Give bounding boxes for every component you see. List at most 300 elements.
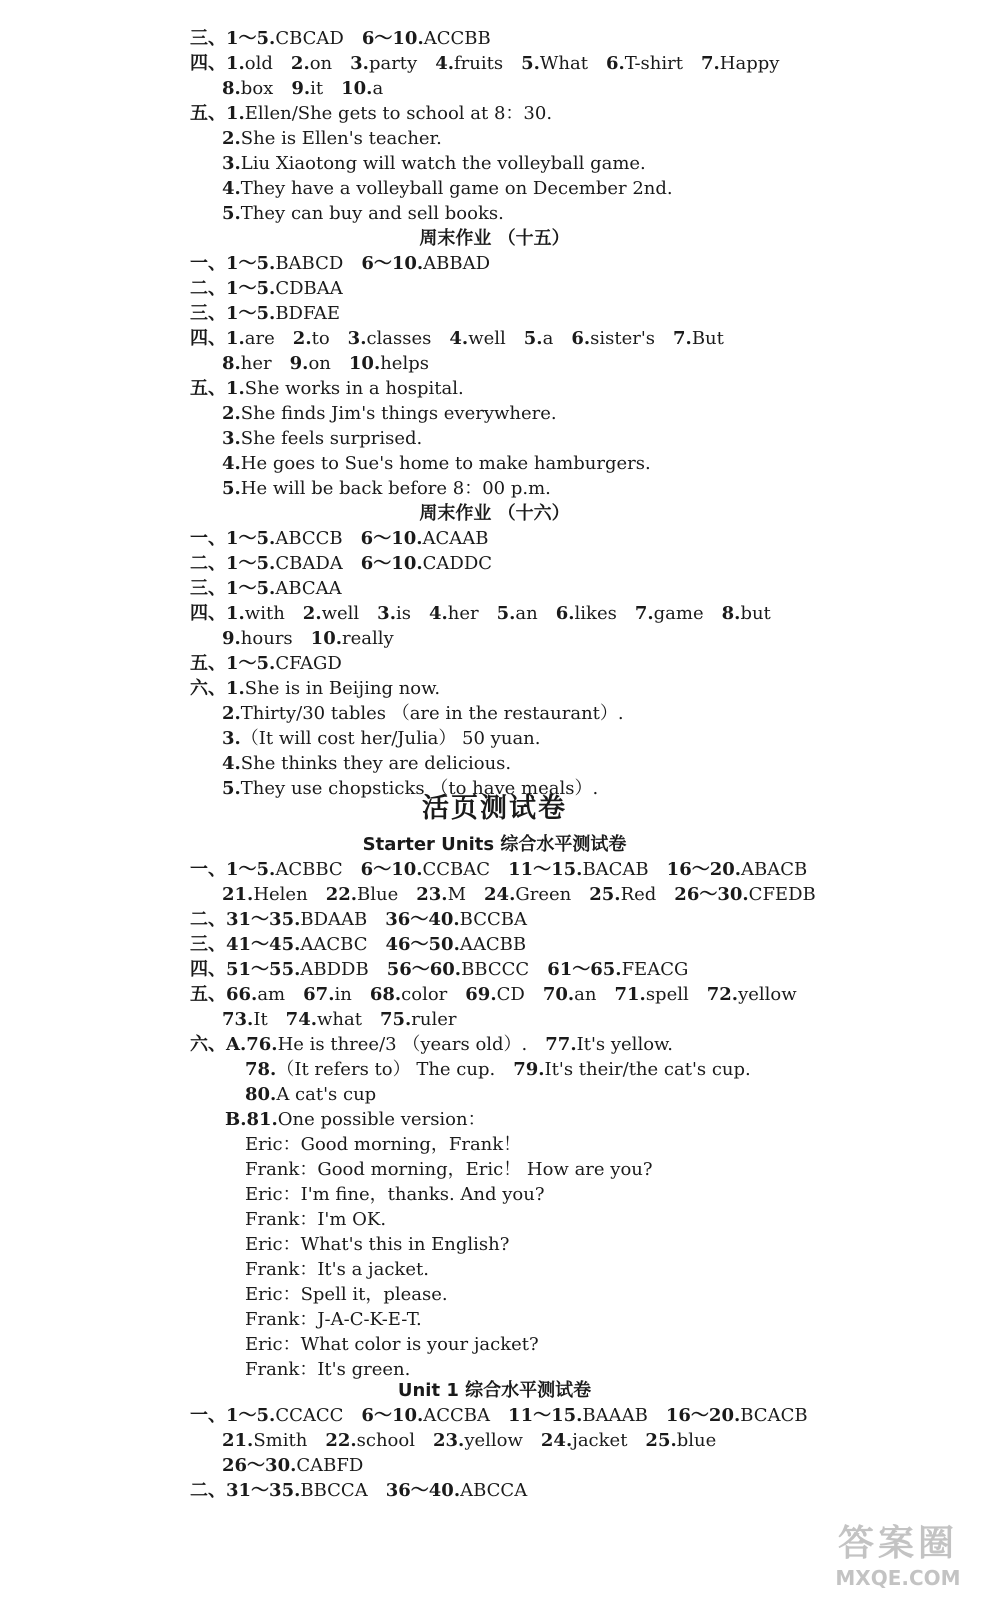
item-answer: are — [244, 328, 275, 349]
item-answer: ACCBA — [423, 1405, 491, 1426]
item-answer: He is three/3 （years old）. — [277, 1034, 528, 1055]
answer-item — [222, 351, 272, 376]
answer-item — [449, 326, 505, 351]
answer-item — [701, 51, 779, 76]
answer-item — [722, 601, 771, 626]
item-answer: CBADA — [275, 553, 343, 574]
answer-item — [326, 882, 399, 907]
item-number: 71. — [614, 984, 646, 1005]
answer-line — [222, 626, 394, 651]
item-answer: well — [468, 328, 506, 349]
item-number: 2. — [222, 703, 241, 724]
item-number: 二、31～35. — [190, 909, 301, 930]
item-number: 6～10. — [361, 1405, 424, 1426]
answer-line — [222, 1453, 363, 1478]
item-answer: well — [321, 603, 360, 624]
item-number: 5. — [496, 603, 516, 624]
answer-line — [222, 126, 442, 151]
item-answer: It — [253, 1009, 268, 1030]
item-answer: FEACG — [621, 959, 689, 980]
item-answer: what — [317, 1009, 362, 1030]
item-number: 56～60. — [386, 959, 462, 980]
item-answer: really — [342, 628, 394, 649]
item-answer: CABFD — [296, 1455, 364, 1476]
item-answer: CCBAC — [422, 859, 491, 880]
item-answer: CBCAD — [275, 28, 344, 49]
item-answer: He goes to Sue's home to make hamburgers. — [240, 453, 651, 474]
answer-item — [245, 1282, 448, 1307]
answer-item — [190, 676, 440, 701]
item-answer: BBCCC — [461, 959, 530, 980]
item-number: 8. — [721, 603, 741, 624]
answer-item — [190, 276, 343, 301]
item-answer: am — [257, 984, 286, 1005]
item-number: 72. — [706, 984, 739, 1005]
item-number: B.81. — [225, 1109, 278, 1130]
answer-item — [707, 982, 797, 1007]
item-answer: Frank：It's green. — [245, 1359, 411, 1380]
answer-item — [245, 1232, 509, 1257]
answer-item — [190, 326, 275, 351]
answer-item — [222, 751, 511, 776]
answer-item — [674, 882, 815, 907]
answer-item — [350, 51, 417, 76]
item-number: 78. — [245, 1059, 277, 1080]
item-answer: AACBB — [459, 934, 527, 955]
answer-item — [303, 601, 359, 626]
answer-item — [222, 401, 557, 426]
answer-item — [589, 882, 656, 907]
answer-item — [245, 1082, 376, 1107]
item-number: 一、1～5. — [190, 1405, 276, 1426]
answer-item — [190, 957, 369, 982]
item-number: 4. — [222, 178, 241, 199]
answer-item — [361, 1403, 490, 1428]
item-number: 26～30. — [222, 1455, 297, 1476]
answer-item — [387, 957, 529, 982]
answer-item — [190, 1032, 527, 1057]
answer-line — [190, 676, 440, 701]
item-answer: game — [653, 603, 704, 624]
item-answer: her — [240, 353, 272, 374]
answer-item — [190, 101, 552, 126]
answer-item — [291, 76, 323, 101]
item-number: 6～10. — [361, 253, 424, 274]
item-number: 2. — [292, 328, 312, 349]
answer-item — [341, 76, 383, 101]
answer-line — [245, 1282, 448, 1307]
answer-item — [190, 26, 344, 51]
answer-item — [222, 451, 651, 476]
item-number: 61～65. — [547, 959, 622, 980]
answer-line — [225, 1107, 486, 1132]
item-answer: but — [740, 603, 771, 624]
answer-line — [190, 1478, 527, 1503]
answer-item — [222, 1428, 307, 1453]
item-number: 16～20. — [665, 1405, 741, 1426]
item-number: 67. — [303, 984, 335, 1005]
item-answer: Frank：I'm OK. — [245, 1209, 387, 1230]
answer-item — [508, 857, 649, 882]
answer-item — [521, 51, 588, 76]
answer-line — [190, 1403, 808, 1428]
item-answer: They use chopsticks （to have meals）. — [240, 778, 599, 799]
item-answer: BBCCA — [300, 1480, 368, 1501]
answer-item — [435, 51, 503, 76]
item-answer: She is in Beijing now. — [244, 678, 441, 699]
answer-item — [190, 857, 343, 882]
answer-line — [245, 1157, 653, 1182]
answer-item — [614, 982, 688, 1007]
item-answer: A cat's cup — [276, 1084, 377, 1105]
section-heading: 周末作业 （十五） — [419, 228, 570, 249]
item-number: 6. — [555, 603, 575, 624]
answer-item — [222, 151, 646, 176]
item-number: 23. — [432, 1430, 465, 1451]
item-number: 五、66. — [190, 984, 258, 1005]
answer-line — [190, 982, 797, 1007]
answer-item — [348, 326, 432, 351]
item-answer: fruits — [454, 53, 504, 74]
answer-item — [545, 1032, 673, 1057]
item-answer: Ellen/She gets to school at 8：30. — [244, 103, 553, 124]
item-number: 10. — [348, 353, 381, 374]
answer-line — [190, 1032, 673, 1057]
item-number: 4. — [435, 53, 455, 74]
answer-item — [245, 1132, 521, 1157]
item-number: 6～10. — [360, 553, 423, 574]
answer-line — [190, 957, 688, 982]
answer-item — [635, 601, 704, 626]
answer-line — [190, 526, 489, 551]
item-number: 5. — [222, 778, 241, 799]
answer-item — [190, 932, 367, 957]
answer-item — [645, 1428, 716, 1453]
answer-item — [222, 882, 308, 907]
item-answer: Happy — [719, 53, 780, 74]
answer-item — [286, 1007, 362, 1032]
item-answer: ACAAB — [422, 528, 489, 549]
item-number: 24. — [540, 1430, 573, 1451]
answer-line — [222, 476, 551, 501]
answer-item — [245, 1182, 545, 1207]
answer-item — [513, 1057, 751, 1082]
answer-item — [386, 1478, 527, 1503]
answer-item — [385, 907, 527, 932]
answer-item — [325, 1428, 415, 1453]
answer-item — [222, 726, 541, 751]
item-answer: BCACB — [740, 1405, 808, 1426]
item-number: 二、1～5. — [190, 278, 276, 299]
item-number: 5. — [521, 53, 540, 74]
item-answer: yellow — [464, 1430, 523, 1451]
item-answer: It's yellow. — [576, 1034, 674, 1055]
answer-item — [433, 1428, 523, 1453]
answer-item — [190, 576, 342, 601]
answer-item — [190, 376, 464, 401]
item-answer: BCCBA — [459, 909, 527, 930]
item-number: 5. — [222, 203, 241, 224]
item-number: 三、1～5. — [190, 28, 276, 49]
answer-line — [190, 301, 340, 326]
answer-item — [291, 51, 332, 76]
item-number: 7. — [634, 603, 654, 624]
item-number: 25. — [645, 1430, 677, 1451]
answer-line — [222, 1007, 457, 1032]
item-answer: an — [515, 603, 538, 624]
answer-item — [190, 551, 343, 576]
watermark-logo — [813, 1522, 983, 1596]
item-number: 77. — [545, 1034, 577, 1055]
answer-line — [222, 751, 511, 776]
section-heading: Unit 1 综合水平测试卷 — [397, 1380, 592, 1401]
item-number: 5. — [222, 478, 241, 499]
answer-item — [222, 1007, 268, 1032]
item-number: 9. — [289, 353, 309, 374]
answer-line — [222, 176, 673, 201]
item-answer: She is Ellen's teacher. — [240, 128, 442, 149]
answer-line — [222, 201, 504, 226]
item-number: 22. — [325, 884, 358, 905]
item-answer: CFEDB — [748, 884, 816, 905]
answer-item — [222, 626, 293, 651]
item-answer: CADDC — [422, 553, 493, 574]
item-answer: likes — [574, 603, 617, 624]
item-answer: an — [574, 984, 597, 1005]
item-answer: jacket — [572, 1430, 628, 1451]
item-answer: BABCD — [275, 253, 344, 274]
item-answer: hours — [240, 628, 293, 649]
item-answer: She feels surprised. — [240, 428, 423, 449]
answer-line — [222, 151, 646, 176]
answer-item — [245, 1307, 422, 1332]
section-heading: 周末作业 （十六） — [419, 503, 570, 524]
item-answer: box — [240, 78, 274, 99]
item-number: 9. — [222, 628, 241, 649]
answer-item — [245, 1332, 539, 1357]
item-number: 三、41～45. — [190, 934, 301, 955]
answer-line — [190, 376, 464, 401]
answer-line — [190, 576, 342, 601]
item-answer: CFAGD — [275, 653, 342, 674]
answer-line — [222, 701, 624, 726]
item-answer: yellow — [738, 984, 797, 1005]
item-answer: on — [308, 353, 331, 374]
answer-item — [571, 326, 655, 351]
answer-item — [222, 176, 673, 201]
answer-item — [222, 701, 624, 726]
item-number: 10. — [310, 628, 342, 649]
item-number: 一、1～5. — [190, 253, 276, 274]
item-number: 80. — [245, 1084, 277, 1105]
item-answer: ruler — [411, 1009, 457, 1030]
item-answer: Red — [620, 884, 657, 905]
item-answer: a — [372, 78, 384, 99]
item-answer: color — [401, 984, 448, 1005]
answer-line — [245, 1182, 545, 1207]
answer-item — [190, 1478, 368, 1503]
answer-item — [370, 982, 447, 1007]
item-number: 75. — [379, 1009, 412, 1030]
answer-item — [667, 857, 808, 882]
item-number: 三、1～5. — [190, 303, 276, 324]
item-answer: One possible version： — [277, 1109, 486, 1130]
answer-line — [245, 1307, 422, 1332]
answer-line — [222, 426, 422, 451]
answer-item — [222, 76, 273, 101]
item-number: 8. — [222, 353, 241, 374]
item-number: 8. — [222, 78, 241, 99]
item-answer: to — [311, 328, 330, 349]
item-answer: ABCCA — [460, 1480, 528, 1501]
item-number: 21. — [222, 884, 254, 905]
answer-line — [245, 1257, 429, 1282]
item-answer: Frank：It's a jacket. — [245, 1259, 429, 1280]
watermark-url: MXQE.COM — [835, 1566, 961, 1590]
item-number: 四、1. — [190, 603, 245, 624]
answer-item — [222, 126, 442, 151]
item-answer: CCACC — [275, 1405, 344, 1426]
answer-item — [303, 982, 352, 1007]
item-number: 2. — [290, 53, 310, 74]
item-answer: it — [310, 78, 324, 99]
answer-item — [190, 907, 367, 932]
item-answer: BDAAB — [300, 909, 368, 930]
item-answer: is — [395, 603, 411, 624]
item-number: 四、1. — [190, 328, 245, 349]
answer-item — [225, 1107, 486, 1132]
answer-item — [311, 626, 394, 651]
answer-item — [673, 326, 724, 351]
item-number: 36～40. — [385, 909, 460, 930]
item-number: 3. — [347, 328, 367, 349]
answer-item — [380, 1007, 457, 1032]
item-number: 3. — [222, 728, 241, 749]
item-answer: M — [447, 884, 467, 905]
item-number: 6～10. — [361, 28, 424, 49]
item-answer: （It will cost her/Julia） 50 yuan. — [240, 728, 541, 749]
item-number: 6. — [571, 328, 591, 349]
answer-item — [606, 51, 683, 76]
item-number: 二、1～5. — [190, 553, 276, 574]
answer-line — [222, 726, 541, 751]
answer-item — [222, 201, 504, 226]
answer-item — [556, 601, 617, 626]
item-answer: party — [368, 53, 418, 74]
item-number: 五、1. — [190, 378, 245, 399]
answer-line — [222, 451, 651, 476]
item-answer: She thinks they are delicious. — [240, 753, 512, 774]
answer-line — [190, 932, 526, 957]
answer-item — [190, 526, 343, 551]
item-answer: ABDDB — [300, 959, 369, 980]
section-title: 活页测试卷 — [422, 793, 567, 824]
item-number: 二、31～35. — [190, 1480, 301, 1501]
answer-line — [190, 551, 492, 576]
item-number: 3. — [350, 53, 369, 74]
answer-line — [222, 1428, 716, 1453]
item-number: 三、1～5. — [190, 578, 276, 599]
answer-item — [190, 982, 285, 1007]
answer-item — [377, 601, 411, 626]
answer-item — [543, 982, 597, 1007]
item-answer: AACBC — [300, 934, 368, 955]
watermark-text: 答案圈 — [837, 1523, 958, 1564]
answer-line — [190, 51, 779, 76]
answer-line — [190, 26, 491, 51]
answer-line — [222, 351, 429, 376]
item-answer: Frank：Good morning，Eric！ How are you? — [245, 1159, 653, 1180]
section-heading: Starter Units 综合水平测试卷 — [362, 834, 627, 855]
item-answer: It's their/the cat's cup. — [544, 1059, 751, 1080]
item-number: 四、51～55. — [190, 959, 301, 980]
answer-item — [222, 426, 422, 451]
item-number: 22. — [325, 1430, 357, 1451]
answer-item — [361, 857, 490, 882]
item-number: 11～15. — [508, 1405, 583, 1426]
item-number: 74. — [285, 1009, 317, 1030]
answer-item — [541, 1428, 628, 1453]
item-number: 10. — [341, 78, 373, 99]
item-answer: a — [542, 328, 554, 349]
item-number: 11～15. — [508, 859, 583, 880]
item-answer: Eric：I'm fine，thanks. And you? — [245, 1184, 545, 1205]
answer-item — [190, 651, 342, 676]
answer-item — [190, 301, 340, 326]
item-answer: CD — [496, 984, 525, 1005]
answer-item — [484, 882, 571, 907]
item-number: 36～40. — [385, 1480, 461, 1501]
item-answer: with — [244, 603, 285, 624]
item-answer: Eric：Spell it，please. — [245, 1284, 448, 1305]
item-answer: What — [539, 53, 588, 74]
item-answer: ABBAD — [423, 253, 491, 274]
answer-item — [547, 957, 688, 982]
answer-line — [190, 326, 724, 351]
item-answer: They have a volleyball game on December 2nd. — [240, 178, 673, 199]
item-answer: Liu Xiaotong will watch the volleyball game. — [240, 153, 646, 174]
item-answer: CDBAA — [275, 278, 343, 299]
answer-item — [222, 476, 551, 501]
item-answer: sister's — [590, 328, 656, 349]
item-number: 16～20. — [666, 859, 742, 880]
item-number: 一、1～5. — [190, 859, 276, 880]
item-number: 五、1～5. — [190, 653, 276, 674]
item-number: 4. — [428, 603, 448, 624]
item-number: 5. — [523, 328, 543, 349]
item-number: 3. — [377, 603, 396, 624]
item-answer: Smith — [253, 1430, 308, 1451]
item-number: 6～10. — [360, 528, 423, 549]
item-answer: T-shirt — [624, 53, 683, 74]
item-number: 69. — [465, 984, 497, 1005]
answer-line — [245, 1207, 386, 1232]
answer-item — [524, 326, 554, 351]
answer-item — [190, 1403, 343, 1428]
answer-line — [222, 76, 383, 101]
item-answer: BACAB — [582, 859, 649, 880]
answer-item — [416, 882, 466, 907]
item-answer: Eric：What's this in English? — [245, 1234, 510, 1255]
item-number: 3. — [222, 428, 241, 449]
item-number: 2. — [302, 603, 322, 624]
item-number: 4. — [222, 753, 241, 774]
answer-line — [222, 882, 816, 907]
item-number: 6～10. — [360, 859, 423, 880]
item-answer: They can buy and sell books. — [240, 203, 504, 224]
answer-line — [190, 101, 552, 126]
item-number: 23. — [416, 884, 448, 905]
